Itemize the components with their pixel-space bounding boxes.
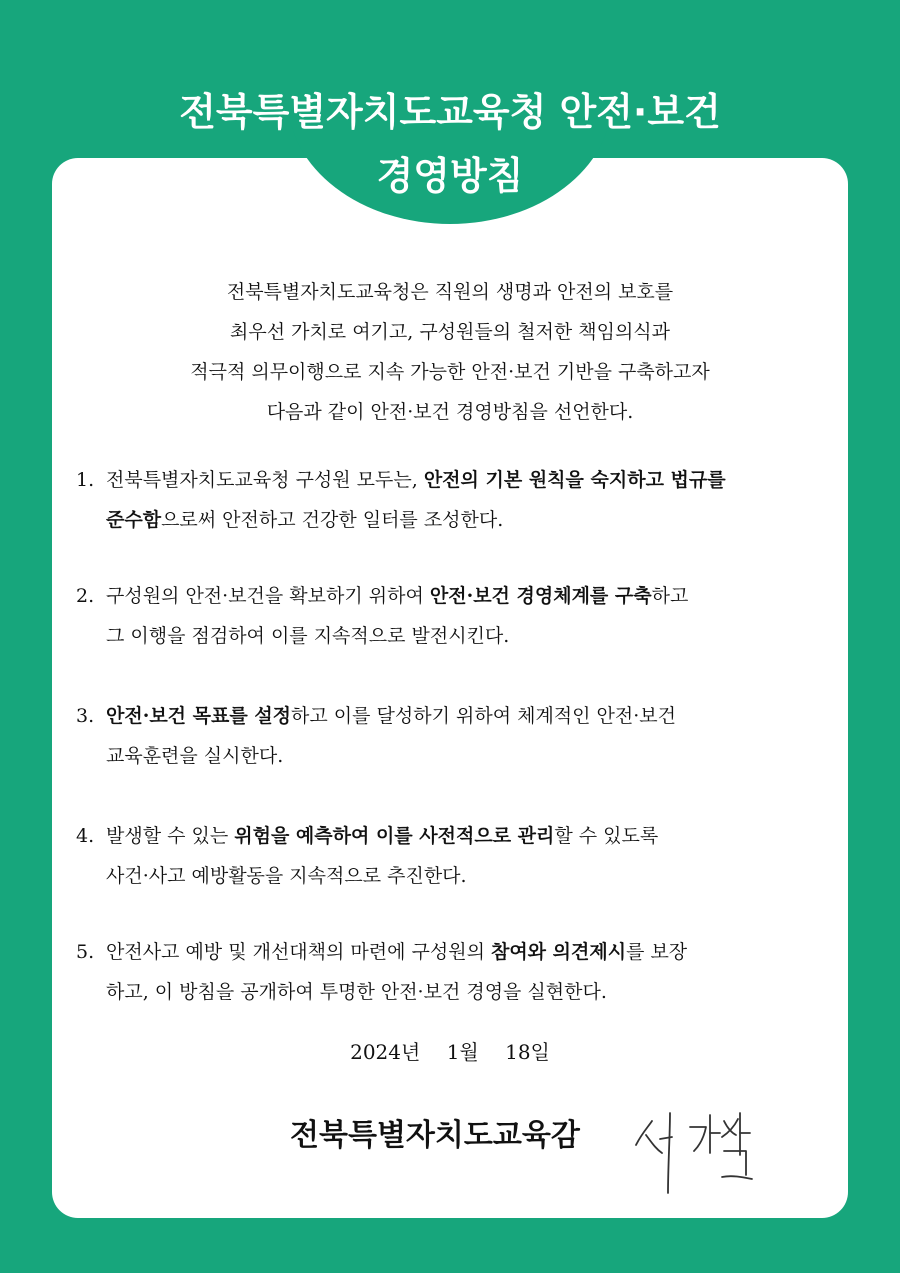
intro-line: 적극적 의무이행으로 지속 가능한 안전·보건 기반을 구축하고자 bbox=[190, 361, 710, 383]
item-number: 5. bbox=[76, 941, 95, 963]
policy-item-5 bbox=[76, 932, 836, 1012]
date-month: 1월 bbox=[446, 1040, 479, 1064]
item-number: 4. bbox=[76, 825, 95, 847]
policy-item-2 bbox=[76, 576, 836, 656]
emphasis-text: 안전·보건 목표를 설정 bbox=[106, 705, 292, 727]
date-day: 18일 bbox=[505, 1040, 550, 1064]
intro-paragraph bbox=[52, 272, 848, 432]
document-title bbox=[0, 80, 900, 208]
item-number: 3. bbox=[76, 705, 95, 727]
intro-line: 최우선 가치로 여기고, 구성원들의 철저한 책임의식과 bbox=[229, 321, 671, 343]
item-number: 1. bbox=[76, 469, 95, 491]
item-line: 그 이행을 점검하여 이를 지속적으로 발전시킨다. bbox=[106, 625, 510, 647]
issue-date bbox=[52, 1036, 848, 1065]
item-line: 하고, 이 방침을 공개하여 투명한 안전·보건 경영을 실현한다. bbox=[106, 981, 607, 1003]
item-line: 안전·보건 목표를 설정하고 이를 달성하기 위하여 체계적인 안전·보건 bbox=[106, 705, 676, 727]
date-year: 2024년 bbox=[350, 1040, 421, 1064]
policy-list bbox=[76, 460, 836, 1012]
title-line-1: 전북특별자치도교육청 안전·보건 bbox=[179, 90, 721, 134]
item-line: 전북특별자치도교육청 구성원 모두는, 안전의 기본 원칙을 숙지하고 법규를 bbox=[106, 469, 726, 491]
intro-line: 전북특별자치도교육청은 직원의 생명과 안전의 보호를 bbox=[226, 281, 674, 303]
intro-line: 다음과 같이 안전·보건 경영방침을 선언한다. bbox=[266, 401, 634, 423]
item-line: 준수함으로써 안전하고 건강한 일터를 조성한다. bbox=[106, 509, 504, 531]
item-line: 교육훈련을 실시한다. bbox=[106, 745, 284, 767]
policy-item-1 bbox=[76, 460, 836, 540]
emphasis-text: 참여와 의견제시 bbox=[490, 941, 627, 963]
policy-item-3 bbox=[76, 696, 836, 776]
item-line: 안전사고 예방 및 개선대책의 마련에 구성원의 참여와 의견제시를 보장 bbox=[106, 941, 688, 963]
title-line-2: 경영방침 bbox=[376, 154, 524, 198]
item-line: 구성원의 안전·보건을 확보하기 위하여 안전·보건 경영체계를 구축하고 bbox=[106, 585, 689, 607]
emphasis-text: 위험을 예측하여 이를 사전적으로 관리 bbox=[234, 825, 555, 847]
handwritten-signature bbox=[628, 1105, 758, 1200]
issuer-title: 전북특별자치도교육감 bbox=[290, 1118, 580, 1153]
emphasis-text: 안전·보건 경영체계를 구축 bbox=[429, 585, 652, 607]
item-line: 사건·사고 예방활동을 지속적으로 추진한다. bbox=[106, 865, 467, 887]
item-number: 2. bbox=[76, 585, 95, 607]
emphasis-text: 준수함 bbox=[106, 509, 162, 531]
policy-item-4 bbox=[76, 816, 836, 896]
item-line: 발생할 수 있는 위험을 예측하여 이를 사전적으로 관리할 수 있도록 bbox=[106, 825, 659, 847]
emphasis-text: 안전의 기본 원칙을 숙지하고 법규를 bbox=[423, 469, 726, 491]
